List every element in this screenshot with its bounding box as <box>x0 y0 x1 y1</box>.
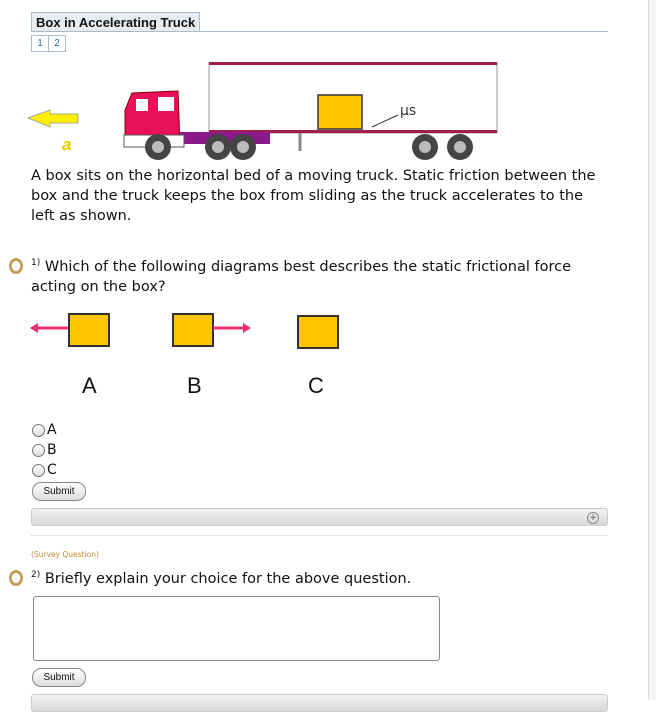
box-diagram-a <box>68 313 110 347</box>
page-title: Box in Accelerating Truck <box>31 12 200 31</box>
answer-options <box>32 420 57 480</box>
radio-button[interactable] <box>32 424 45 437</box>
scrollbar[interactable] <box>648 0 656 700</box>
question-2 <box>31 565 411 589</box>
divider <box>31 535 608 536</box>
question-number: 2) <box>31 570 41 580</box>
box-diagram-b <box>172 313 214 347</box>
hint-bar-2[interactable] <box>31 694 608 712</box>
clock-icon <box>9 258 23 274</box>
arrow-a <box>30 320 70 336</box>
divider <box>31 31 608 32</box>
expand-icon[interactable]: + <box>587 512 599 524</box>
problem-statement: A box sits on the horizontal bed of a moving truck. Static friction between the box and the truck keeps the box from sliding as the truck accelerates to the left as shown. <box>31 168 596 224</box>
radio-button[interactable] <box>32 464 45 477</box>
diagram-label-a: A <box>82 373 97 398</box>
radio-button[interactable] <box>32 444 45 457</box>
question-text: Which of the following diagrams best describes the static frictional force acting on the box? <box>31 258 572 295</box>
answer-textarea[interactable] <box>33 596 440 661</box>
clock-icon <box>9 570 23 586</box>
acceleration-arrow <box>28 110 78 127</box>
page-tabs <box>31 35 66 52</box>
option-a[interactable] <box>32 420 57 440</box>
option-b[interactable] <box>32 440 57 460</box>
page-tab-1[interactable]: 1 <box>32 36 49 51</box>
question-1 <box>31 253 611 297</box>
option-label: B <box>47 442 57 458</box>
page-tab-2[interactable]: 2 <box>54 38 60 49</box>
diagram-label-c: C <box>308 373 324 398</box>
submit-button-q2[interactable]: Submit <box>32 668 86 687</box>
submit-button-q1[interactable]: Submit <box>32 482 86 501</box>
option-label: C <box>47 462 57 478</box>
hint-bar[interactable] <box>31 508 608 526</box>
acceleration-label: a <box>62 135 72 154</box>
arrow-b <box>213 320 253 336</box>
option-c[interactable] <box>32 460 57 480</box>
box-diagram-c <box>297 315 339 349</box>
question-text: Briefly explain your choice for the above question. <box>44 570 412 587</box>
option-label: A <box>47 422 57 438</box>
friction-label: μs <box>400 103 417 119</box>
question-number: 1) <box>31 258 41 268</box>
truck-figure <box>0 55 500 165</box>
survey-tag: (Survey Question) <box>31 550 99 559</box>
diagram-label-b: B <box>187 373 202 398</box>
